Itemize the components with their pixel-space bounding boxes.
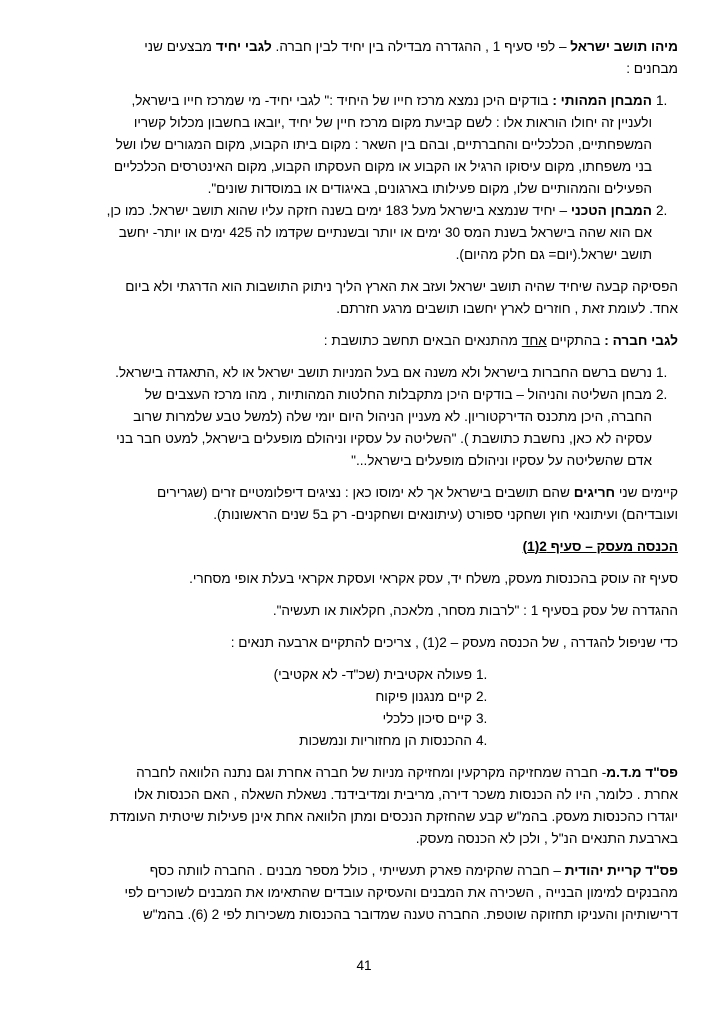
list-item: [104, 708, 498, 730]
case-text: - חברה שמחזיקה מקרקעין ומחזיקה מניות של חברה אחרת וגם נתנה הלוואה לחברה אחרת . כלומר, היו לה הכנסות משכר דירה, מריבית ומדיבידנד. נשאלת השאלה , האם הכנסות אלו יוגדרו כהכנסות מעסק. בהמ"ש קבע שהחזקת הנכסים ומתן הלוואה אחת אינן פעילות שיטתית העומדת בארבעת התנאים הנ"ל , ולכן לא הכנסה מעסק.: [109, 765, 678, 846]
conditions-intro: כדי שניפול להגדרה , של הכנסה מעסק – 2(1) , צריכים להתקיים ארבעה תנאים :: [230, 635, 678, 650]
test-title: המבחן המהותי :: [552, 93, 652, 108]
individual-tests-list: [104, 90, 678, 266]
exceptions-text: קיימים שני: [615, 485, 678, 500]
company-lead: לגבי חברה :: [604, 333, 678, 348]
company-underlined: אחד: [521, 333, 547, 348]
page-content: [104, 36, 678, 936]
condition-text: פעולה אקטיבית (שכ"ד- לא אקטיבי): [273, 667, 472, 682]
company-intro: [104, 330, 678, 352]
list-item: [104, 730, 498, 752]
item-number: 1.: [656, 365, 668, 380]
business-conditions-list: [104, 664, 678, 752]
case-kiryat-yehudit: [104, 860, 678, 926]
test-text: בודקים היכן נמצא מרכז חייו של היחיד :" לגבי יחיד- מי שמרכז חייו בישראל, ולעניין זה יחולו הוראות אלו : לשם קביעת מקום מרכז חיין של יחיד ,יובאו בחשבון מכלול קשריו המשפחתיים, הכלכליים והחברתיים, ובהם בין השאר : מקום ביתו הקבוע, מקום המגורים שלו ושל בני משפחתו, מקום עיסוקו הרגיל או הקבוע או מקום העסקתו הקבוע, מקום האינטרסים הכלכליים הפעילים והמהותיים שלו, מקום פעילותו בארגונים, באיגודים או במוסדות שונים".: [113, 93, 652, 196]
item-number: 2.: [656, 203, 668, 218]
residency-lead: מיהו תושב ישראל: [570, 39, 678, 54]
intro-text-2: מבצעים שני מבחנים :: [144, 39, 678, 76]
list-item: [104, 664, 498, 686]
case-mdm: [104, 762, 678, 850]
individual-lead: לגבי יחיד: [215, 39, 272, 54]
item-number: 3.: [476, 711, 488, 726]
case-text: – חברה שהקימה פארק תעשייתי , כולל מספר מבנים . החברה לוותה כסף מהבנקים למימון הבנייה , השכירה את המבנים והעסיקה עובדים שהתאימו את המבנים לשוכרים לפי דרישותיהן והעניקו תחזוקה שוטפת. החברה טענה שמדובר בהכנסות משכירות לפי 2 (6). בהמ"ש: [124, 863, 678, 922]
item-number: 1.: [656, 93, 668, 108]
test-title: המבחן הטכני: [570, 203, 652, 218]
item-number: 2.: [656, 387, 668, 402]
condition-text: מבחן השליטה והניהול – בודקים היכן מתקבלות החלטות המהותיות , מהו מרכז העצבים של החברה, היכן מתכנס הדירקטוריון. לא מעניין הניהול היום יומי שלה (למשל טבע שלמרות שרוב עסקיה לא כאן, נחשבת כתושבת ). "השליטה על עסקיו וניהולם מופעלים בישראל, למעט חבר בני אדם שהשליטה על עסקיו וניהולם מופעלים בישראל...": [116, 387, 652, 468]
exceptions-paragraph: [104, 482, 678, 526]
test-text: – יחיד שנמצא בישראל מעל 183 ימים בשנה חזקה עליו שהוא תושב ישראל. כמו כן, אם הוא שהה בישראל בשנת המס 30 ימים או יותר ובשנתיים שקדמו לה 425 ימים או יותר- יחשב תושב ישראל.(יום= גם חלק מהיום).: [106, 203, 652, 262]
residency-intro: [104, 36, 678, 80]
section-text: סעיף זה עוסק בהכנסות מעסק, משלח יד, עסק אקראי ועסקת אקראי בעלת אופי מסחרי.: [189, 571, 678, 586]
condition-text: קיים סיכון כלכלי: [382, 711, 472, 726]
company-text-2: מהתנאים הבאים תחשב כתושבת :: [323, 333, 522, 348]
condition-text: ההכנסות הן מחזוריות ונמשכות: [299, 733, 472, 748]
intro-text: – לפי סעיף 1 , ההגדרה מבדילה בין יחיד לבין חברה.: [271, 39, 571, 54]
list-item: [104, 90, 678, 200]
company-text: בהתקיים: [546, 333, 605, 348]
list-item: [104, 362, 678, 384]
exceptions-text-2: שהם תושבים בישראל אך לא ימוסו כאן : נציגים דיפלומטיים זרים (שגרירים ועובדיהם) ועיתונאי חוץ ושחקני ספורט (עיתונאים ושחקנים- רק ב5 שנים הראשונות).: [156, 485, 678, 522]
list-item: [104, 384, 678, 472]
business-definition: ההגדרה של עסק בסעיף 1 : "לרבות מסחר, מלאכה, חקלאות או תעשיה".: [272, 603, 678, 618]
item-number: 4.: [476, 733, 488, 748]
item-number: 2.: [476, 689, 488, 704]
condition-text: קיים מנגנון פיקוח: [375, 689, 472, 704]
section-title: הכנסה מעסק – סעיף 2(1): [522, 539, 678, 554]
case-title: פס"ד קריית יהודית: [564, 863, 678, 878]
page-number: 41: [356, 958, 372, 973]
item-number: 1.: [476, 667, 488, 682]
ruling-paragraph: הפסיקה קבעה שיחיד שהיה תושב ישראל ועזב את הארץ הליך ניתוק התושבות הוא הדרגתי ולא ביום אחד. לעומת זאת , חוזרים לארץ יחשבו תושבים מרגע חזרתם.: [125, 279, 678, 316]
list-item: [104, 686, 498, 708]
condition-text: נרשם ברשם החברות בישראל ולא משנה אם בעל המניות תושב ישראל או לא ,התאגדה בישראל.: [115, 365, 652, 380]
company-conditions-list: [104, 362, 678, 472]
exceptions-bold: חריגים: [573, 485, 616, 500]
case-title: פס"ד מ.ד.מ: [606, 765, 678, 780]
list-item: [104, 200, 678, 266]
